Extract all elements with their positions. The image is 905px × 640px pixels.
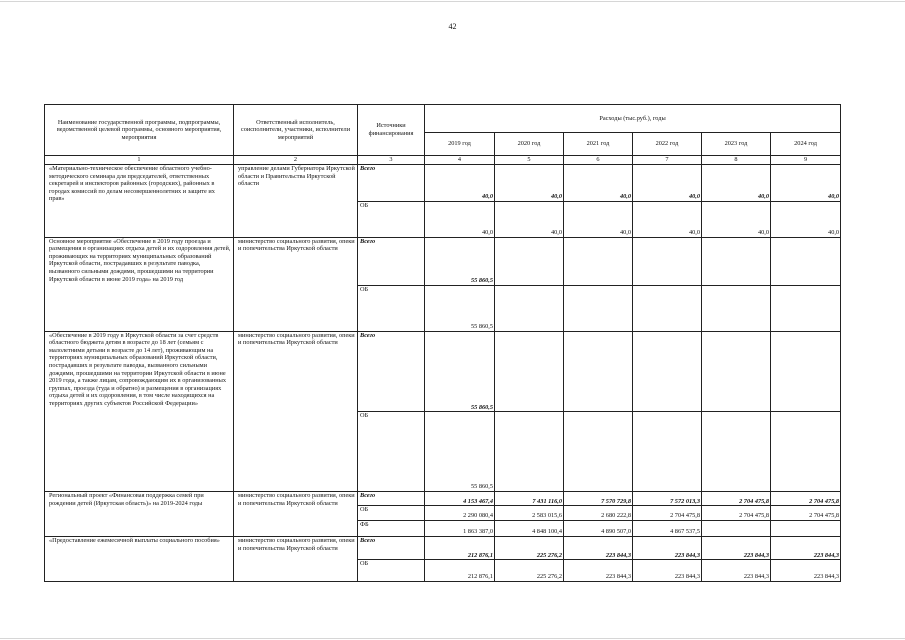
- value-cell: 225 276,2: [495, 536, 564, 560]
- value-cell: [495, 285, 564, 331]
- value-cell: [633, 412, 702, 492]
- index-cell: 4: [425, 156, 495, 165]
- index-cell: 9: [771, 156, 841, 165]
- program-name: Региональный проект «Финансовая поддержка семей при рождении детей (Иркутская область)» на 2019-2024 годы: [45, 492, 234, 537]
- value-cell: 55 860,5: [425, 331, 495, 412]
- value-cell: [702, 412, 771, 492]
- value-cell: [495, 412, 564, 492]
- value-cell: 225 276,2: [495, 560, 564, 582]
- value-cell: [771, 412, 841, 492]
- program-name: «Обеспечение в 2019 году в Иркутской области за счет средств областного бюджета детям в возрасте до 18 лет (семьям с малолетними детьми в возрасте до 14 лет), проживающим на территориях муниципальных образований Иркутской области, пострадавших в результате паводка, вызванного сильными дождями, прошедшими на территории Иркутской области в июне 2019 года, а также лицам, сопровождающим их в организованных группах, проезда (туда и обратно) и размещения в организациях отдыха детей и их оздоровления, в том числе находящихся на территориях других субъектов Российской Федерации»: [45, 331, 234, 491]
- value-cell: 40,0: [564, 165, 633, 202]
- header-year: 2020 год: [495, 133, 564, 156]
- value-cell: 223 844,3: [564, 536, 633, 560]
- value-cell: 4 153 467,4: [425, 492, 495, 506]
- value-cell: [564, 331, 633, 412]
- index-cell: 5: [495, 156, 564, 165]
- value-cell: [633, 237, 702, 285]
- program-name: «Материально-техническое обеспечение областного учебно-методического семинара для председателей, ответственных секретарей и инспекторов районных (городских), районных в городах комиссий по делам несовершеннолетних и защите их прав»: [45, 165, 234, 238]
- value-cell: 7 431 116,0: [495, 492, 564, 506]
- header-name: Наименование государственной программы, подпрограммы, ведомственной целевой программы, основного мероприятия, мероприятия: [45, 105, 234, 156]
- value-cell: [564, 237, 633, 285]
- table-row: [45, 492, 841, 506]
- value-cell: 40,0: [495, 165, 564, 202]
- funding-source: Всего: [358, 237, 425, 285]
- value-cell: 4 890 507,0: [564, 520, 633, 536]
- header-executor: Ответственный исполнитель, соисполнители, участники, исполнители мероприятий: [234, 105, 358, 156]
- program-name: Основное мероприятие «Обеспечение в 2019 году проезда и размещения в организациях отдыха детей и их оздоровления детей, проживающих на территориях муниципальных образований Иркутской области, пострадавших в результате паводка, вызванного сильными дождями, прошедшими на территории Иркутской области в июне 2019 года» на 2019 год: [45, 237, 234, 331]
- funding-source: ОБ: [358, 412, 425, 492]
- funding-source: Всего: [358, 331, 425, 412]
- value-cell: 7 572 013,3: [633, 492, 702, 506]
- funding-source: ОБ: [358, 506, 425, 520]
- funding-source: ОБ: [358, 560, 425, 582]
- value-cell: 2 680 222,8: [564, 506, 633, 520]
- index-cell: 6: [564, 156, 633, 165]
- value-cell: 4 867 537,5: [633, 520, 702, 536]
- value-cell: 40,0: [702, 165, 771, 202]
- value-cell: 223 844,3: [633, 560, 702, 582]
- funding-source: ФБ: [358, 520, 425, 536]
- value-cell: 55 860,5: [425, 412, 495, 492]
- value-cell: 40,0: [495, 201, 564, 237]
- value-cell: 55 860,5: [425, 285, 495, 331]
- program-name: «Предоставление ежемесячной выплаты социального пособия»: [45, 536, 234, 581]
- scan-edge-top: [0, 1, 905, 2]
- value-cell: [495, 237, 564, 285]
- value-cell: [702, 285, 771, 331]
- value-cell: [495, 331, 564, 412]
- budget-table-container: [44, 104, 840, 582]
- value-cell: 40,0: [771, 201, 841, 237]
- header-row-top: [45, 105, 841, 133]
- index-cell: 7: [633, 156, 702, 165]
- value-cell: [771, 331, 841, 412]
- value-cell: [771, 237, 841, 285]
- value-cell: 223 844,3: [771, 536, 841, 560]
- index-cell: 3: [358, 156, 425, 165]
- program-executor: министерство социального развития, опеки и попечительства Иркутской области: [234, 492, 358, 537]
- value-cell: 223 844,3: [702, 560, 771, 582]
- value-cell: 2 704 475,8: [633, 506, 702, 520]
- value-cell: 2 704 475,8: [771, 506, 841, 520]
- page-number: 42: [448, 22, 457, 31]
- budget-table: [44, 104, 841, 582]
- value-cell: [564, 412, 633, 492]
- value-cell: 40,0: [633, 165, 702, 202]
- value-cell: [771, 285, 841, 331]
- program-executor: министерство социального развития, опеки и попечительства Иркутской области: [234, 237, 358, 331]
- value-cell: 223 844,3: [564, 560, 633, 582]
- program-executor: министерство социального развития, опеки и попечительства Иркутской области: [234, 331, 358, 491]
- header-expenses: Расходы (тыс.руб.), годы: [425, 105, 841, 133]
- table-row: [45, 536, 841, 560]
- value-cell: 40,0: [702, 201, 771, 237]
- funding-source: ОБ: [358, 201, 425, 237]
- header-year: 2019 год: [425, 133, 495, 156]
- value-cell: 223 844,3: [633, 536, 702, 560]
- value-cell: 2 583 015,6: [495, 506, 564, 520]
- value-cell: [702, 237, 771, 285]
- value-cell: 223 844,3: [771, 560, 841, 582]
- header-year: 2022 год: [633, 133, 702, 156]
- value-cell: [633, 285, 702, 331]
- value-cell: 4 848 100,4: [495, 520, 564, 536]
- table-row: [45, 331, 841, 412]
- value-cell: 40,0: [771, 165, 841, 202]
- value-cell: [702, 520, 771, 536]
- value-cell: 2 704 475,8: [702, 492, 771, 506]
- header-year: 2023 год: [702, 133, 771, 156]
- index-cell: 1: [45, 156, 234, 165]
- header-year: 2021 год: [564, 133, 633, 156]
- value-cell: 212 876,1: [425, 560, 495, 582]
- table-row: [45, 237, 841, 285]
- value-cell: 223 844,3: [702, 536, 771, 560]
- value-cell: [771, 520, 841, 536]
- index-cell: 8: [702, 156, 771, 165]
- program-executor: министерство социального развития, опеки и попечительства Иркутской области: [234, 536, 358, 581]
- value-cell: 40,0: [633, 201, 702, 237]
- index-cell: 2: [234, 156, 358, 165]
- funding-source: ОБ: [358, 285, 425, 331]
- value-cell: 40,0: [425, 165, 495, 202]
- value-cell: 40,0: [425, 201, 495, 237]
- funding-source: Всего: [358, 492, 425, 506]
- table-row: [45, 165, 841, 202]
- value-cell: 7 570 729,8: [564, 492, 633, 506]
- value-cell: 40,0: [564, 201, 633, 237]
- value-cell: 55 860,5: [425, 237, 495, 285]
- value-cell: [564, 285, 633, 331]
- value-cell: 212 876,1: [425, 536, 495, 560]
- value-cell: 2 704 475,8: [771, 492, 841, 506]
- funding-source: Всего: [358, 536, 425, 560]
- value-cell: 2 704 475,8: [702, 506, 771, 520]
- value-cell: [633, 331, 702, 412]
- index-row: [45, 156, 841, 165]
- header-source: Источники финансирования: [358, 105, 425, 156]
- header-year: 2024 год: [771, 133, 841, 156]
- value-cell: 2 290 080,4: [425, 506, 495, 520]
- value-cell: [702, 331, 771, 412]
- value-cell: 1 863 387,0: [425, 520, 495, 536]
- funding-source: Всего: [358, 165, 425, 202]
- program-executor: управление делами Губернатора Иркутской области и Правительства Иркутской области: [234, 165, 358, 238]
- scan-edge-bottom: [0, 638, 905, 639]
